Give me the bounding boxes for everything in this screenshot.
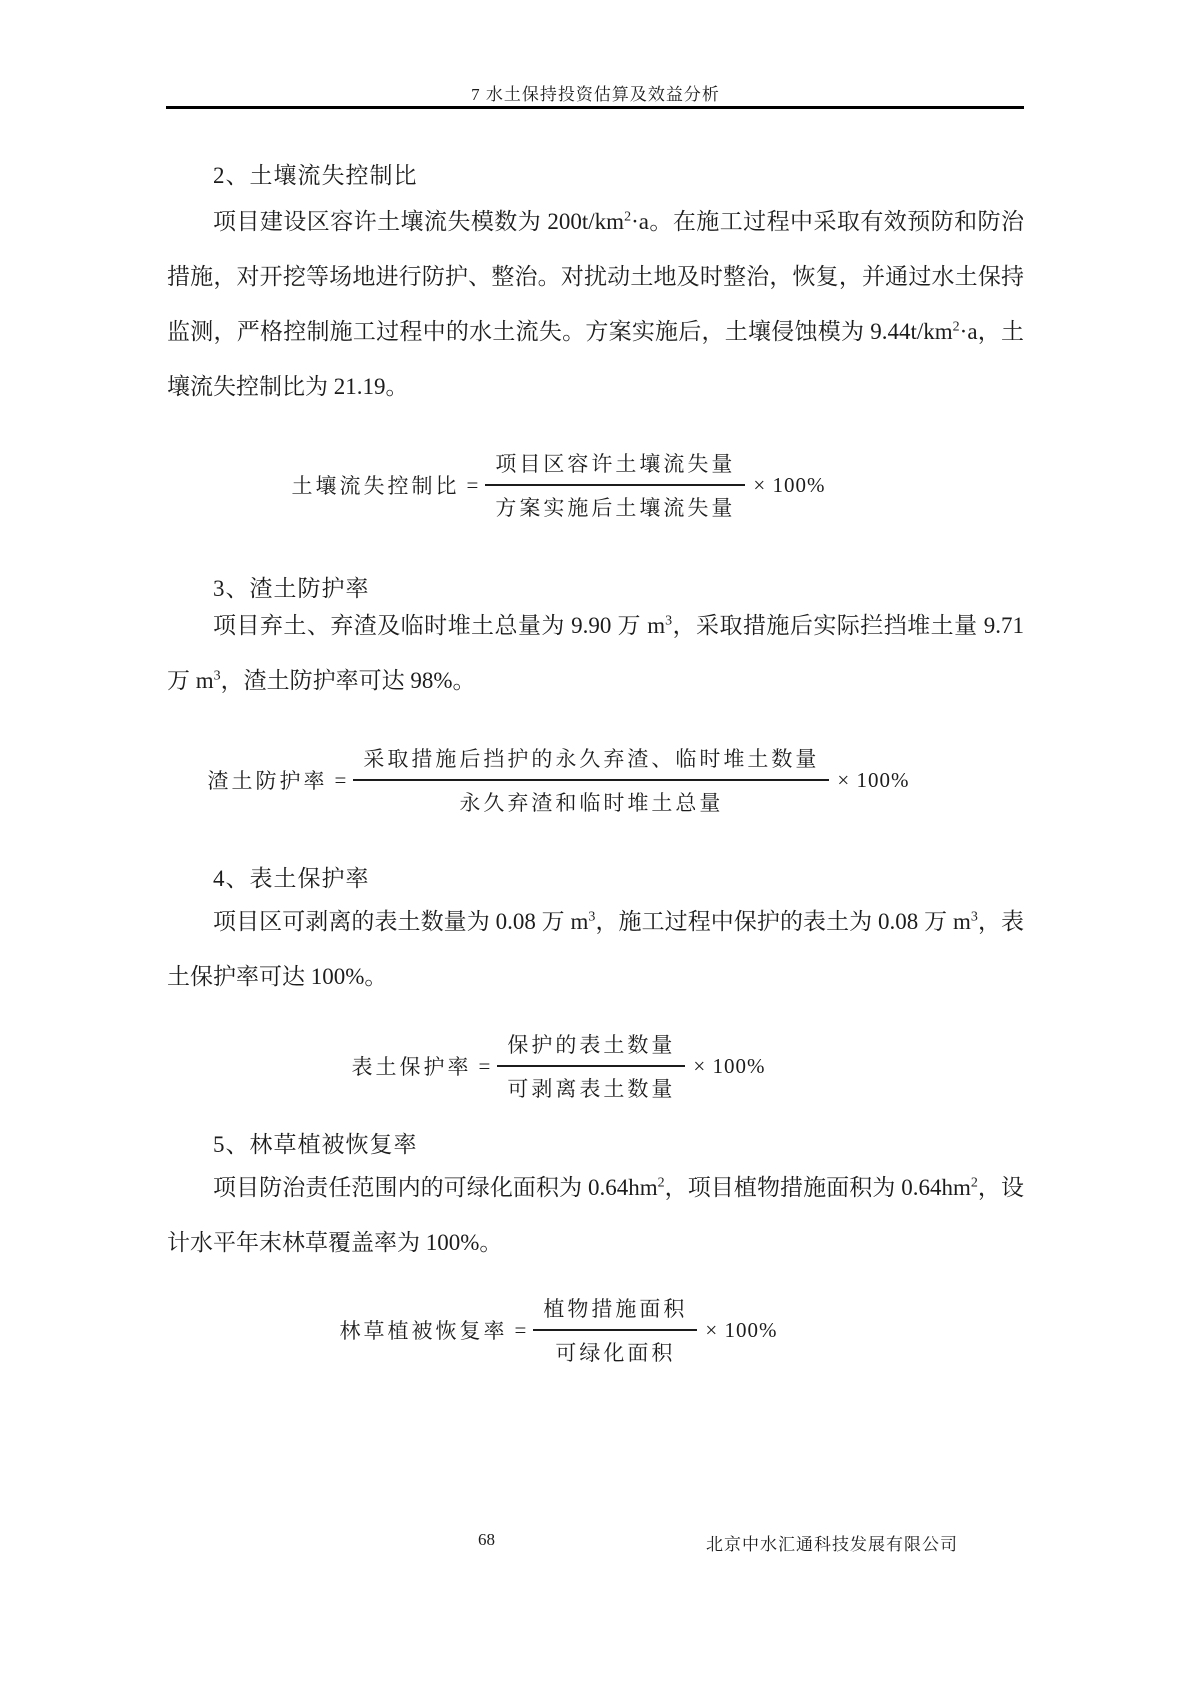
page-header-title: 7 水土保持投资估算及效益分析 [471,85,720,104]
times-100-percent: × 100% [837,767,910,792]
fraction-denominator: 方案实施后土壤流失量 [495,496,736,520]
paragraph-soil-loss-control-ratio: 项目建设区容许土壤流失模数为 $200t/km^2\cdot a$。在施工过程中采取有效预防和防治措施，对开挖等场地进行防护、整治。对扰动土地及时整治，恢复，并通过水土保持监测，严格控制施工过程中的水土流失。方案实施后，土壤侵蚀模为 $9.44t/km^2\cdot a$，土壤流失控制比为 21.19。 [167,209,1025,399]
footer-company-name: 北京中水汇通科技发展有限公司 [706,1535,958,1554]
fraction-denominator: 可剥离表土数量 [507,1077,676,1101]
fraction-numerator: 项目区容许土壤流失量 [485,447,745,486]
times-100-percent: × 100% [705,1317,778,1342]
heading-soil-loss-control-ratio: 2、土壤流失控制比 [213,163,418,188]
paragraph-spoil-protection-rate: 项目弃土、弃渣及临时堆土总量为 9.90 万 $m^3$，采取措施后实际拦挡堆土量 9.71 万 $m^3$，渣土防护率可达 98%。 [167,613,1025,693]
fraction [497,1028,685,1104]
fraction [533,1292,697,1368]
equals-sign: = [334,767,347,792]
formula-lhs: 林草植被恢复率 [339,1319,508,1343]
equals-sign: = [478,1053,491,1078]
fraction-denominator: 永久弃渣和临时堆土总量 [459,791,724,815]
footer-page-number: 68 [478,1530,495,1549]
heading-spoil-protection-rate: 3、渣土防护率 [213,576,370,601]
formula-vegetation-recovery-rate [130,1292,987,1368]
paragraph-topsoil-protection-rate: 项目区可剥离的表土数量为 0.08 万 $m^3$，施工过程中保护的表土为 0.08 万 $m^3$，表土保护率可达 100%。 [167,909,1025,989]
formula-topsoil-protection-rate [130,1028,987,1104]
formula-lhs: 土壤流失控制比 [291,474,460,498]
formula-lhs: 渣土防护率 [207,769,328,793]
fraction [353,742,829,818]
fraction-numerator: 植物措施面积 [533,1292,697,1331]
equals-sign: = [466,472,479,497]
heading-vegetation-recovery-rate: 5、林草植被恢复率 [213,1132,418,1157]
fraction-denominator: 可绿化面积 [555,1341,676,1365]
times-100-percent: × 100% [693,1053,766,1078]
fraction-numerator: 采取措施后挡护的永久弃渣、临时堆土数量 [353,742,829,781]
formula-lhs: 表土保护率 [351,1055,472,1079]
heading-topsoil-protection-rate: 4、表土保护率 [213,866,370,891]
fraction-numerator: 保护的表土数量 [497,1028,685,1067]
equals-sign: = [514,1317,527,1342]
paragraph-vegetation-recovery-rate: 项目防治责任范围内的可绿化面积为 $0.64hm^2$，项目植物措施面积为 $0.64hm^2$，设计水平年末林草覆盖率为 100%。 [167,1175,1025,1255]
formula-soil-loss-control-ratio [130,447,987,523]
times-100-percent: × 100% [753,472,826,497]
formula-spoil-protection-rate [130,742,987,818]
fraction [485,447,745,523]
header-rule [166,106,1024,109]
